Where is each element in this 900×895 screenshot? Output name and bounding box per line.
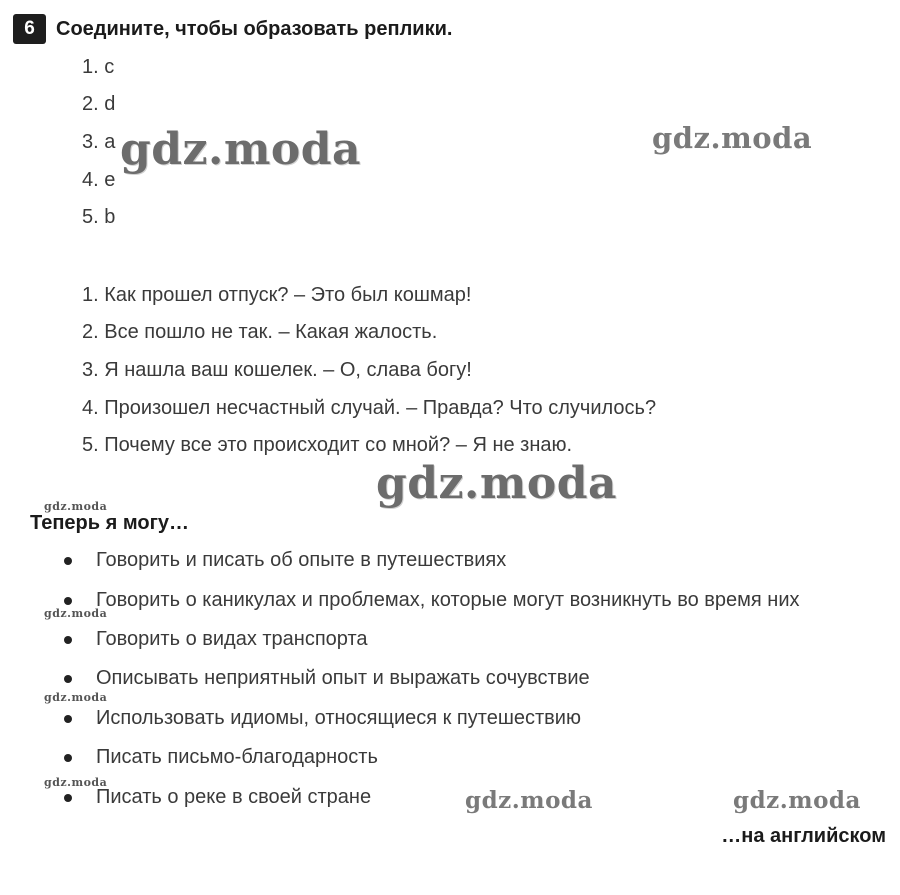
can-do-item-text: Говорить и писать об опыте в путешествиях: [96, 549, 507, 571]
can-do-title: Теперь я могу…: [30, 512, 190, 534]
watermark: gdz.moda: [44, 691, 108, 704]
watermark: gdz.moda: [44, 500, 108, 513]
bullet-icon: [64, 636, 72, 644]
dialogue-item: 2. Все пошло не так. – Какая жалость.: [82, 321, 438, 343]
bullet-icon: [64, 597, 72, 605]
answer-item: 2. d: [82, 93, 116, 115]
bullet-icon: [64, 557, 72, 565]
watermark: gdz.moda: [465, 787, 593, 814]
can-do-item-text: Использовать идиомы, относящиеся к путешествию: [96, 707, 581, 729]
dialogue-item: 4. Произошел несчастный случай. – Правда? Что случилось?: [82, 397, 657, 419]
can-do-item-text: Описывать неприятный опыт и выражать сочувствие: [96, 667, 590, 689]
dialogue-item: 1. Как прошел отпуск? – Это был кошмар!: [82, 284, 472, 306]
dialogue-item: 5. Почему все это происходит со мной? – Я не знаю.: [82, 434, 573, 456]
can-do-item-text: Писать о реке в своей стране: [96, 786, 372, 808]
answer-item: 4. e: [82, 169, 116, 191]
answer-item: 5. b: [82, 206, 116, 228]
watermark: gdz.moda: [44, 776, 108, 789]
can-do-item-text: Говорить о каникулах и проблемах, которые могут возникнуть во время них: [96, 589, 800, 611]
watermark: gdz.moda: [376, 458, 618, 509]
watermark: gdz.moda: [733, 787, 861, 814]
bullet-icon: [64, 675, 72, 683]
answer-item: 1. c: [82, 56, 115, 78]
can-do-item-text: Писать письмо-благодарность: [96, 746, 378, 768]
task-title: Соедините, чтобы образовать реплики.: [56, 18, 453, 40]
watermark: gdz.moda: [652, 121, 813, 155]
watermark: gdz.moda: [44, 607, 108, 620]
dialogue-item: 3. Я нашла ваш кошелек. – О, слава богу!: [82, 359, 472, 381]
can-do-item-text: Говорить о видах транспорта: [96, 628, 368, 650]
bullet-icon: [64, 715, 72, 723]
footer-note: …на английском: [721, 825, 886, 847]
answer-item: 3. a: [82, 131, 116, 153]
bullet-icon: [64, 754, 72, 762]
bullet-icon: [64, 794, 72, 802]
watermark: gdz.moda: [120, 124, 362, 175]
task-number-badge: 6: [13, 14, 46, 44]
